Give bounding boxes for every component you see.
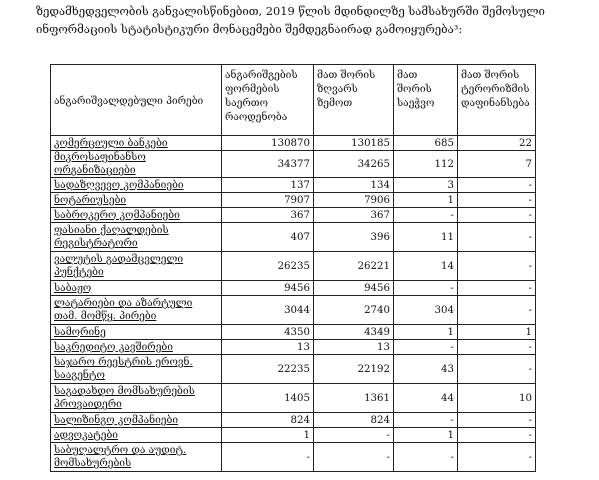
entity-name-cell: საჯარო რეესტრის ეროვნ. სააგენტო bbox=[51, 355, 222, 384]
above-threshold-cell: 34265 bbox=[314, 151, 394, 178]
suspicious-cell: 685 bbox=[394, 136, 458, 151]
suspicious-cell: 14 bbox=[394, 252, 458, 281]
table-row bbox=[51, 252, 536, 281]
terror-financing-cell: 10 bbox=[458, 384, 536, 413]
suspicious-cell: 1 bbox=[394, 325, 458, 340]
terror-financing-cell: - bbox=[458, 340, 536, 355]
statistics-table bbox=[50, 64, 536, 472]
above-threshold-cell: 134 bbox=[314, 178, 394, 193]
above-threshold-cell: - bbox=[314, 428, 394, 443]
terror-financing-cell: - bbox=[458, 223, 536, 252]
terror-financing-cell: - bbox=[458, 252, 536, 281]
suspicious-cell: 44 bbox=[394, 384, 458, 413]
total-forms-cell: 9456 bbox=[222, 281, 314, 296]
header-total-forms: ანგარიშგების ფორმების საერთო რაოდენობა bbox=[222, 65, 314, 136]
total-forms-cell: 1405 bbox=[222, 384, 314, 413]
above-threshold-cell: 13 bbox=[314, 340, 394, 355]
above-threshold-cell: 396 bbox=[314, 223, 394, 252]
total-forms-cell: 130870 bbox=[222, 136, 314, 151]
terror-financing-cell: - bbox=[458, 208, 536, 223]
above-threshold-cell: 1361 bbox=[314, 384, 394, 413]
total-forms-cell: 22235 bbox=[222, 355, 314, 384]
entity-name-cell: კომერციული ბანკები bbox=[51, 136, 222, 151]
table-row bbox=[51, 355, 536, 384]
suspicious-cell: 304 bbox=[394, 296, 458, 325]
intro-paragraph: ზედამხედველობის განვალისწინებით, 2019 წლის მდინდილზე სამსახურში შემოსული ინფორმაციის სტატისტიკური მონაცემები შემდეგნაირად გამოიყურება³: bbox=[36, 4, 545, 36]
entity-name-cell: ლატარიები და აზარტული თამ. მომწყ. პირები bbox=[51, 296, 222, 325]
above-threshold-cell: 824 bbox=[314, 413, 394, 428]
terror-financing-cell: - bbox=[458, 355, 536, 384]
table-row bbox=[51, 443, 536, 472]
terror-financing-cell: - bbox=[458, 296, 536, 325]
terror-financing-cell: - bbox=[458, 443, 536, 472]
total-forms-cell: 824 bbox=[222, 413, 314, 428]
entity-name-cell: ფასიანი ქაღალდების რეგისტრატორი bbox=[51, 223, 222, 252]
terror-financing-cell: - bbox=[458, 413, 536, 428]
total-forms-cell: 407 bbox=[222, 223, 314, 252]
entity-name-cell: მიკროსაფინანსო ორგანიზაციები bbox=[51, 151, 222, 178]
total-forms-cell: 26235 bbox=[222, 252, 314, 281]
header-row bbox=[51, 65, 536, 136]
suspicious-cell: - bbox=[394, 208, 458, 223]
header-reporting-entities: ანგარიშვალდებული პირები bbox=[51, 65, 222, 136]
total-forms-cell: 367 bbox=[222, 208, 314, 223]
entity-name-cell: საბაჟო bbox=[51, 281, 222, 296]
header-suspicious: მათ შორის საეჭვო bbox=[394, 65, 458, 136]
above-threshold-cell: 22192 bbox=[314, 355, 394, 384]
header-above-threshold: მათ შორის ზღვარს ზემოთ bbox=[314, 65, 394, 136]
table-row bbox=[51, 223, 536, 252]
suspicious-cell: 1 bbox=[394, 428, 458, 443]
entity-name-cell: ვალუტის გადამცვლელი პუნქტები bbox=[51, 252, 222, 281]
entity-name-cell: საბუღალტრო და აუდიტ. მომსახურების bbox=[51, 443, 222, 472]
suspicious-cell: - bbox=[394, 413, 458, 428]
above-threshold-cell: 2740 bbox=[314, 296, 394, 325]
entity-name-cell: ადვოკატები bbox=[51, 428, 222, 443]
terror-financing-cell: 22 bbox=[458, 136, 536, 151]
terror-financing-cell: 7 bbox=[458, 151, 536, 178]
table-row bbox=[51, 428, 536, 443]
entity-name-cell: სადაზღვევო კომპანიები bbox=[51, 178, 222, 193]
entity-name-cell: საგადახდო მომსახურების პროვაიდერი bbox=[51, 384, 222, 413]
table-row bbox=[51, 136, 536, 151]
total-forms-cell: - bbox=[222, 443, 314, 472]
header-terror-financing: მათ შორის ტერორიზმის დაფინანსება bbox=[458, 65, 536, 136]
entity-name-cell: სამორინე bbox=[51, 325, 222, 340]
above-threshold-cell: - bbox=[314, 443, 394, 472]
table-row bbox=[51, 384, 536, 413]
terror-financing-cell: - bbox=[458, 281, 536, 296]
table-row bbox=[51, 178, 536, 193]
suspicious-cell: 43 bbox=[394, 355, 458, 384]
table-row bbox=[51, 208, 536, 223]
suspicious-cell: 1 bbox=[394, 193, 458, 208]
table-row bbox=[51, 340, 536, 355]
total-forms-cell: 137 bbox=[222, 178, 314, 193]
suspicious-cell: - bbox=[394, 443, 458, 472]
total-forms-cell: 7907 bbox=[222, 193, 314, 208]
terror-financing-cell: - bbox=[458, 193, 536, 208]
total-forms-cell: 34377 bbox=[222, 151, 314, 178]
above-threshold-cell: 130185 bbox=[314, 136, 394, 151]
above-threshold-cell: 367 bbox=[314, 208, 394, 223]
table-row bbox=[51, 193, 536, 208]
above-threshold-cell: 9456 bbox=[314, 281, 394, 296]
table-row bbox=[51, 325, 536, 340]
suspicious-cell: 112 bbox=[394, 151, 458, 178]
suspicious-cell: - bbox=[394, 340, 458, 355]
suspicious-cell: - bbox=[394, 281, 458, 296]
suspicious-cell: 3 bbox=[394, 178, 458, 193]
total-forms-cell: 3044 bbox=[222, 296, 314, 325]
suspicious-cell: 11 bbox=[394, 223, 458, 252]
terror-financing-cell: - bbox=[458, 428, 536, 443]
above-threshold-cell: 4349 bbox=[314, 325, 394, 340]
entity-name-cell: სალიზინგო კომპანიები bbox=[51, 413, 222, 428]
table-row bbox=[51, 281, 536, 296]
total-forms-cell: 13 bbox=[222, 340, 314, 355]
total-forms-cell: 1 bbox=[222, 428, 314, 443]
terror-financing-cell: - bbox=[458, 178, 536, 193]
table-row bbox=[51, 151, 536, 178]
entity-name-cell: საბროკერო კომპანიები bbox=[51, 208, 222, 223]
entity-name-cell: საკრედიტო კავშირები bbox=[51, 340, 222, 355]
total-forms-cell: 4350 bbox=[222, 325, 314, 340]
entity-name-cell: ნოტარიუსები bbox=[51, 193, 222, 208]
above-threshold-cell: 7906 bbox=[314, 193, 394, 208]
table-row bbox=[51, 296, 536, 325]
terror-financing-cell: 1 bbox=[458, 325, 536, 340]
table-row bbox=[51, 413, 536, 428]
above-threshold-cell: 26221 bbox=[314, 252, 394, 281]
